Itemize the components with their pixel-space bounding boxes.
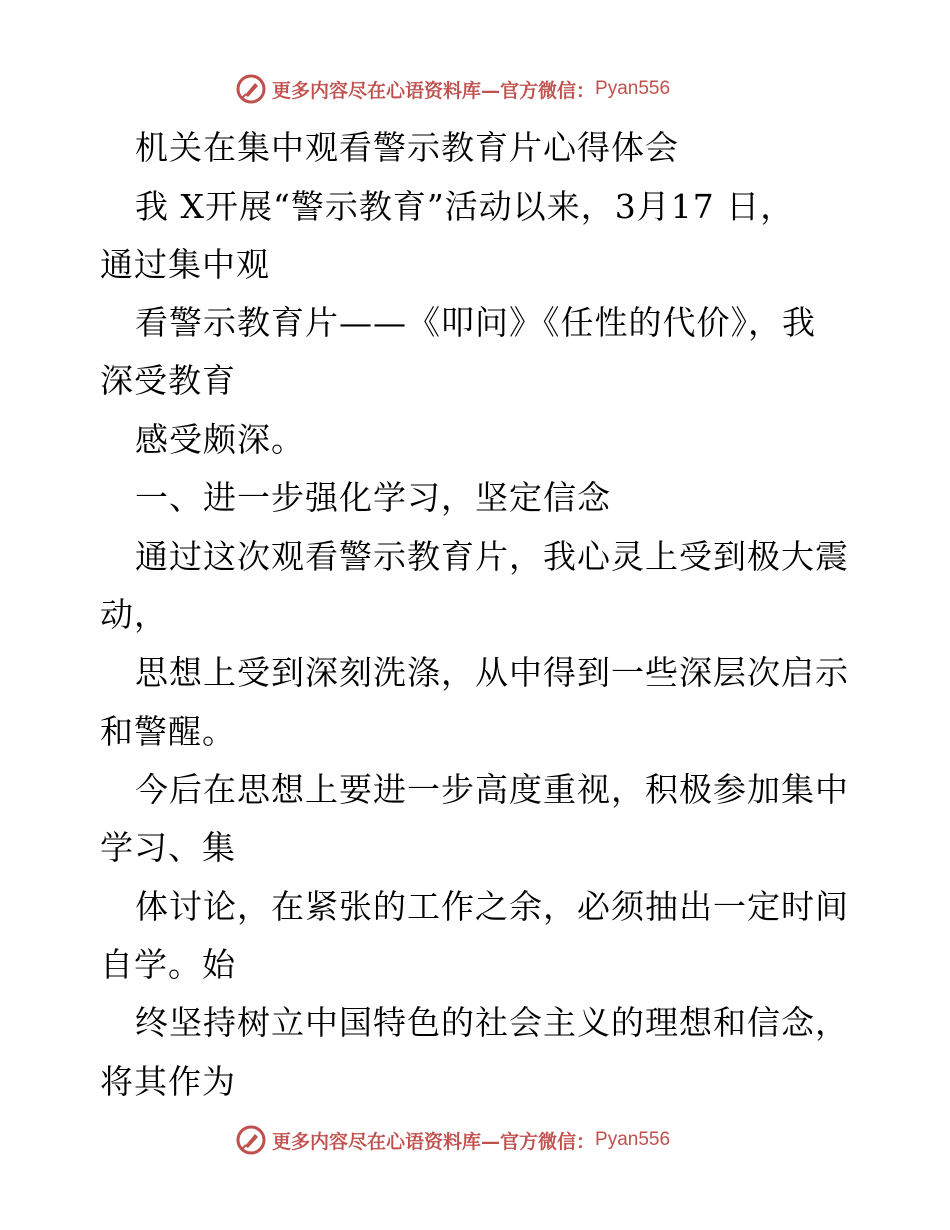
text-line: 通过这次观看警示教育片，我心灵上受到极大震: [135, 537, 849, 576]
text-line: 将其作为: [100, 1062, 236, 1101]
pen-logo-icon: [236, 74, 266, 104]
text-line: 动，: [100, 595, 168, 634]
watermark-id: Pyan556: [595, 1129, 671, 1150]
header-watermark: [236, 73, 670, 105]
text-line: 我 X开展“警示教育”活动以来，3月17 日，: [135, 187, 795, 226]
text-line: 学习、集: [100, 828, 236, 867]
watermark-text: 更多内容尽在心语资料库—官方微信：: [272, 1130, 596, 1153]
text-line: 体讨论，在紧张的工作之余，必须抽出一定时间: [135, 887, 849, 926]
text-line: 通过集中观: [100, 245, 270, 284]
text-line: 看警示教育片——《叩问》《任性的代价》，我: [135, 303, 816, 342]
text-line: 今后在思想上要进一步高度重视，积极参加集中: [135, 770, 849, 809]
section-heading: 一、进一步强化学习，坚定信念: [135, 478, 611, 517]
footer-watermark: [236, 1124, 670, 1156]
pen-logo-icon: [236, 1125, 266, 1155]
watermark-id: Pyan556: [595, 78, 671, 99]
text-line: 深受教育: [100, 361, 236, 400]
text-line: 终坚持树立中国特色的社会主义的理想和信念，: [135, 1003, 849, 1042]
text-line: 感受颇深。: [135, 420, 305, 459]
document-title: 机关在集中观看警示教育片心得体会: [135, 128, 679, 167]
text-line: 自学。始: [100, 945, 236, 984]
watermark-text: 更多内容尽在心语资料库—官方微信：: [272, 79, 596, 102]
text-line: 思想上受到深刻洗涤，从中得到一些深层次启示: [135, 653, 849, 692]
text-line: 和警醒。: [100, 712, 236, 751]
